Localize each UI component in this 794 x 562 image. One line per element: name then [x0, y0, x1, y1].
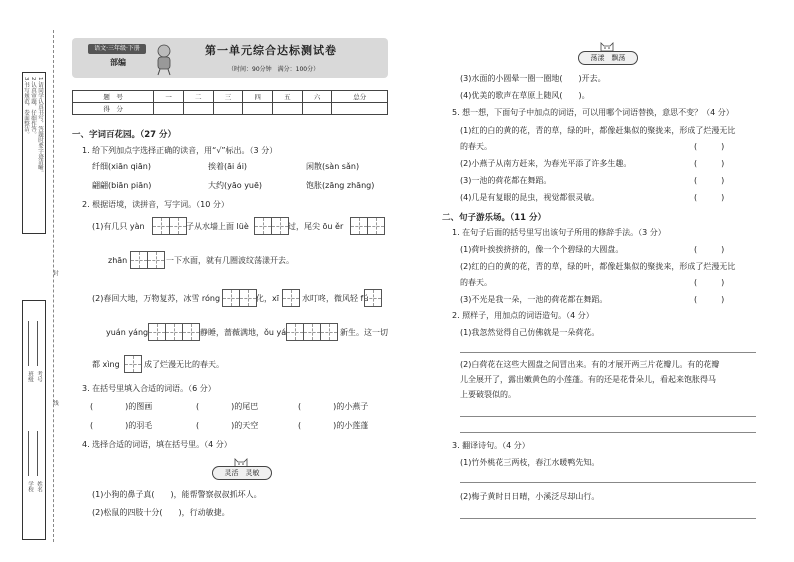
q1-item-4: 翩翩(biān piān)	[92, 181, 152, 190]
q2-text-1: 子从水墙上面 lüè	[186, 222, 249, 231]
answer-paren[interactable]: ( )	[694, 245, 725, 254]
q3-item-2[interactable]: ( )的尾巴	[196, 402, 259, 411]
score-cell: 一	[154, 91, 184, 103]
seal-line	[53, 30, 54, 542]
section2-heading: 二、句子游乐场。（11 分）	[442, 213, 547, 223]
q5-s1a: (1)红的白的黄的花，青的草，绿的叶，都像赶集似的聚拢来，形成了烂漫无比	[460, 126, 736, 135]
q2-pinyin-yuanyang: yuán yáng	[106, 328, 149, 337]
q5-label: 5. 想一想，下面句子中加点的词语，可以用哪个词语替换，意思不变？（4 分）	[452, 108, 734, 117]
name-label: 姓名	[36, 481, 42, 492]
q2-text-5: 化，xī	[256, 294, 279, 303]
q2-label: 2. 根据语境，读拼音，写字词。（10 分）	[82, 200, 229, 209]
writing-box-xing[interactable]	[124, 353, 142, 373]
answer-paren[interactable]: ( )	[694, 278, 725, 287]
answer-line[interactable]	[460, 416, 756, 417]
writing-box-ouer[interactable]	[350, 215, 385, 235]
score-input[interactable]	[302, 103, 332, 115]
q1-label: 1. 给下列加点字选择正确的读音，用“√”标出。（3 分）	[82, 146, 278, 155]
q1-item-3: 闲散(sàn sǎn)	[306, 162, 360, 171]
q5-s1b: 的春天。	[460, 142, 492, 151]
q5-s4: (4)几是有复眼的昆虫，视觉都很灵敏。	[460, 193, 600, 202]
q4-sentence-4[interactable]: (4)优美的歌声在草原上随风( )。	[460, 91, 590, 100]
school-label: 学校	[27, 481, 33, 492]
s2q1-s2a: (2)红的白的黄的花，青的草，绿的叶，都像赶集似的聚拢来，形成了烂漫无比	[460, 262, 736, 271]
writing-box-rong[interactable]	[222, 287, 257, 307]
q3-item-1[interactable]: ( )的图画	[90, 402, 153, 411]
q3-item-4[interactable]: ( )的羽毛	[90, 421, 153, 430]
notes-box	[22, 72, 46, 234]
score-cell: 二	[183, 91, 213, 103]
q2-text-7: 静睡，蔷薇满地，ǒu yá	[200, 328, 287, 337]
subject-tag: 语文·三年级·下册	[88, 44, 146, 54]
id-label: 考号	[36, 371, 42, 382]
score-input[interactable]	[213, 103, 243, 115]
q2-text-3: 一下水面，就有几圈波纹荡漾开去。	[166, 256, 294, 265]
q4-sentence-3[interactable]: (3)水面的小圆晕一圈一圈地( )开去。	[460, 74, 606, 83]
answer-line[interactable]	[460, 482, 756, 483]
score-input[interactable]	[183, 103, 213, 115]
s2q2-s1: (1)我忽然觉得自己仿佛就是一朵荷花。	[460, 328, 600, 337]
q4-label: 4. 选择合适的词语，填在括号里。（4 分）	[82, 440, 232, 449]
seal-mark-1: 封	[52, 270, 58, 276]
name-line[interactable]	[37, 431, 38, 476]
s2q1-s1: (1)荷叶挨挨挤挤的，像一个个碧绿的大圆盘。	[460, 245, 624, 254]
score-input[interactable]	[332, 103, 388, 115]
score-cell: 四	[243, 91, 273, 103]
answer-paren[interactable]: ( )	[694, 193, 725, 202]
score-input[interactable]	[154, 103, 184, 115]
s2q2-label: 2. 照样子，用加点的词语造句。（4 分）	[452, 311, 594, 320]
writing-box-xi[interactable]	[282, 287, 300, 307]
page-subtitle: （时间：90分钟 满分：100分）	[228, 66, 320, 73]
answer-paren[interactable]: ( )	[694, 159, 725, 168]
q2-pinyin-xing: 都 xìng	[92, 360, 120, 369]
q3-item-6[interactable]: ( )的小莲蓬	[298, 421, 369, 430]
q1-item-2: 挨着(āi ái)	[208, 162, 248, 171]
q4-sentence-2[interactable]: (2)松鼠的四肢十分( )，行动敏捷。	[92, 508, 230, 517]
q3-label: 3. 在括号里填入合适的词语。（6 分）	[82, 384, 216, 393]
writing-box-zhan[interactable]	[130, 249, 165, 269]
s2q3-label: 3. 翻译诗句。（4 分）	[452, 441, 530, 450]
q3-item-5[interactable]: ( )的天空	[196, 421, 259, 430]
student-mascot-icon	[150, 42, 178, 76]
q3-item-3[interactable]: ( )的小燕子	[298, 402, 369, 411]
writing-box-fu[interactable]	[364, 287, 382, 307]
q2-text-9: 成了烂漫无比的春天。	[144, 360, 224, 369]
q2-pinyin-zhan: zhān	[108, 256, 128, 265]
id-line[interactable]	[37, 321, 38, 366]
note-1: 1.请同学认真书写，答题时要字迹清晰。	[37, 77, 43, 176]
section1-heading: 一、字词百花园。（27 分）	[72, 130, 177, 140]
score-cell: 六	[302, 91, 332, 103]
q4-sentence-1[interactable]: (1)小狗的鼻子真( )，能帮警察叔叔抓坏人。	[92, 490, 262, 499]
q2-text-8: 新生。这一切	[340, 328, 388, 337]
writing-box-lue[interactable]	[254, 215, 289, 235]
q2-text-2: 过，尾尖 ōu ěr	[288, 222, 344, 231]
word-choice-chip-2: 荡漾 飘荡	[578, 51, 638, 65]
score-input[interactable]	[273, 103, 303, 115]
q2-pinyin-yan: (1)有几只 yàn	[92, 222, 145, 231]
writing-box-ouya[interactable]	[286, 321, 338, 341]
note-3: 3.书写规范，卷面整洁。	[23, 77, 29, 138]
s2q2-s2c: 上要破裂似的。	[460, 390, 516, 399]
edition-label: 部编	[110, 58, 126, 67]
writing-box-yuanyang[interactable]	[148, 321, 200, 341]
score-cell: 五	[273, 91, 303, 103]
class-line[interactable]	[28, 321, 29, 366]
note-2: 2.认真审题，仔细作答。	[30, 77, 36, 138]
answer-line[interactable]	[460, 432, 756, 433]
answer-paren[interactable]: ( )	[694, 142, 725, 151]
answer-paren[interactable]: ( )	[694, 176, 725, 185]
q5-s2: (2)小燕子从南方赶来，为春光平添了许多生趣。	[460, 159, 632, 168]
s2q1-label: 1. 在句子后面的括号里写出该句子所用的修辞手法。（3 分）	[452, 228, 666, 237]
s2q1-s3: (3)不光是我一朵，一池的荷花都在舞蹈。	[460, 295, 608, 304]
score-table	[72, 90, 388, 115]
s2q3-s2: (2)梅子黄时日日晴，小溪泛尽却山行。	[460, 492, 600, 501]
s2q3-s1: (1)竹外桃花三两枝，春江水暖鸭先知。	[460, 458, 600, 467]
s2q1-s2b: 的春天。	[460, 278, 492, 287]
answer-line[interactable]	[460, 352, 756, 353]
score-cell: 得 分	[73, 103, 154, 115]
word-choice-chip-1: 灵活 灵敏	[212, 466, 272, 480]
student-info-box	[22, 300, 46, 540]
score-cell: 三	[213, 91, 243, 103]
q1-item-5: 大约(yāo yuē)	[208, 181, 263, 190]
binding-margin	[0, 0, 58, 562]
score-cell: 题 号	[73, 91, 154, 103]
score-input[interactable]	[243, 103, 273, 115]
q5-s3: (3)一池的荷花都在舞蹈。	[460, 176, 552, 185]
writing-box-yan[interactable]	[152, 215, 187, 235]
s2q2-s2a: (2)白荷花在这些大圆盘之间冒出来。有的才展开两三片花瓣儿。有的花瓣	[460, 360, 720, 369]
s2q2-s2b: 儿全展开了，露出嫩黄色的小莲蓬。有的还是花骨朵儿，看起来饱胀得马	[460, 375, 716, 384]
q2-text-4: (2)春回大地，万物复苏，冰雪 róng	[92, 294, 221, 303]
q1-item-6: 饱胀(zāng zhāng)	[306, 181, 375, 190]
school-line[interactable]	[28, 431, 29, 476]
score-cell: 总分	[332, 91, 388, 103]
answer-paren[interactable]: ( )	[694, 295, 725, 304]
answer-line[interactable]	[460, 518, 756, 519]
page-title: 第一单元综合达标测试卷	[205, 44, 337, 57]
q1-item-1: 纤细(xiān qiān)	[92, 162, 151, 171]
seal-mark-2: 线	[52, 400, 58, 406]
q2-text-6: 水叮咚，微风轻 fú	[302, 294, 369, 303]
score-value-row	[73, 103, 388, 115]
class-label: 班级	[27, 371, 33, 382]
score-header-row	[73, 91, 388, 103]
